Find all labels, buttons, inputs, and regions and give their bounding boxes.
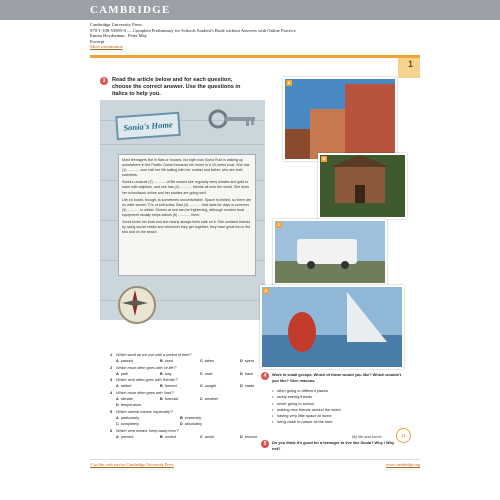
website-link[interactable]: www.cambridge.org (385, 462, 420, 467)
answer-option[interactable]: D made (240, 384, 255, 389)
article-paper (118, 154, 256, 276)
meta-publisher: Cambridge University Press (90, 22, 142, 27)
question-number: 3 (110, 378, 113, 383)
answer-option[interactable]: B extremely (180, 415, 202, 420)
photo-a (283, 77, 397, 161)
unit-number: 1 (407, 59, 413, 69)
answer-option[interactable]: A prevent (116, 434, 134, 439)
list-item: • having very little space at home (272, 413, 402, 419)
photo-b (318, 153, 407, 219)
photo-letter: A (287, 80, 291, 85)
list-item: • often going to different places (272, 388, 402, 394)
answer-option[interactable]: A passed (116, 359, 133, 364)
photo-letter: C (277, 222, 281, 227)
answer-option[interactable]: D absolutely (180, 422, 202, 427)
answer-option[interactable]: B formed (160, 384, 177, 389)
answer-option[interactable]: A climate (116, 397, 133, 402)
answer-option[interactable]: A path (116, 371, 129, 376)
question-text: Which word do we use with a period of time? (116, 353, 192, 357)
question-number: 5 (110, 409, 113, 414)
copyright-link[interactable]: © in this web service Cambridge University Press (90, 462, 174, 467)
article-body (119, 155, 255, 240)
question-number: 1 (110, 353, 113, 357)
list-item: • never going to school (272, 401, 402, 407)
brand-logo: CAMBRIDGE (90, 4, 171, 16)
answer-option[interactable]: C weather (200, 397, 219, 402)
keys-icon (206, 106, 260, 132)
page-number-badge: 11 (396, 428, 411, 443)
answer-option[interactable]: D temperature (116, 403, 142, 408)
step-number-badge: 5 (261, 440, 269, 448)
question-number: 4 (110, 390, 113, 395)
photo-letter: B (322, 156, 326, 161)
article-paragraph: Sonia loves her boat and she nearly always feels safe on it. She contacts friends by using social media and whenever they get together, they have great fun in the sea and on the beach. (122, 220, 251, 235)
header-bar (0, 0, 500, 20)
step-number-badge: 4 (261, 372, 269, 380)
list-item: • making new friends around the world (272, 407, 402, 413)
question-text: Which verb often goes with 'friends'? (116, 378, 178, 383)
article-paragraph: Most teenagers live in flats or houses, but right now Sonia Ruiz is waking up somewhere in the Pacific Ocean because her home is a 20-metre boat. She has (1) ............ over half her life sailing with her mother and father, who are both scientists. (122, 158, 250, 178)
compass-icon (118, 286, 156, 324)
question-text: Which noun often goes with 'bad'? (116, 390, 174, 395)
unit-footer-label: My life and home (352, 434, 382, 439)
footer-divider (90, 459, 420, 460)
question-number: 2 (110, 365, 113, 370)
meta-title: 978-1-108-53905-0 — Complete Preliminary for Schools Student's Book without Answers with Online Practice (90, 27, 296, 33)
answer-option[interactable]: B used (160, 359, 173, 364)
step-number-badge: 3 (100, 77, 108, 85)
article-paragraph: Sonia's unusual (2) ............ of life means she regularly sees whales and gets to swim with dolphins, and she has (3) ............ friends all over the world. She does her schoolwork online and her studies are going well. (122, 180, 250, 195)
answer-option[interactable]: B control (160, 434, 177, 439)
answer-option[interactable]: A added (116, 384, 132, 389)
answer-option[interactable]: A particularly (116, 415, 140, 420)
answer-option[interactable]: D remove (240, 434, 258, 439)
top-accent-rule (90, 55, 420, 58)
article-board (100, 100, 265, 320)
answer-option[interactable]: C avoid (200, 434, 214, 439)
answer-option[interactable]: B way (160, 371, 172, 376)
book-page (90, 55, 420, 460)
more-information-link[interactable]: More information (90, 44, 123, 50)
answer-option[interactable]: D spent (240, 359, 255, 364)
answer-option[interactable]: B forecast (160, 397, 179, 402)
answer-option[interactable]: C taken (200, 359, 215, 364)
answer-option[interactable]: C road (200, 371, 213, 376)
article-paragraph: Life on board, though, is sometimes uncomfortable. Space is limited, so there are no wide-screen TVs or soft sofas. Bad (4) ............ that lasts for days is common, (5) ............ in winter. Storms at sea can be frightening, although modern boat equipment usually helps sailors (6) ............ them. (122, 197, 252, 217)
list-item: • living close to nature all the time (272, 419, 402, 425)
exercise-5-text: Do you think it's good for a teenager to live like Sonia? Why / Why not? (272, 440, 395, 452)
question-text: Which verb means 'keep away from'? (116, 428, 179, 433)
exercise-4-text: Work in small groups. Which of these would you like? Which wouldn't you like? Give reasons. (272, 372, 402, 384)
question-text: Which adverb means 'especially'? (116, 409, 173, 414)
meta-excerpt: Excerpt (90, 38, 105, 44)
discussion-list (272, 388, 402, 426)
book-metadata (90, 22, 420, 50)
meta-authors: Emma Heyderman , Peter May (90, 33, 148, 39)
article-title: Sonia's Home (123, 119, 173, 133)
answer-option[interactable]: C caught (200, 384, 217, 389)
photo-d (260, 285, 404, 369)
question-text: Which noun often goes with 'of life'? (116, 365, 177, 370)
list-item: • rarely seeing friends (272, 394, 402, 400)
question-list (110, 352, 262, 440)
answer-option[interactable]: D track (240, 371, 253, 376)
photo-letter: D (264, 288, 268, 293)
answer-option[interactable]: C completely (116, 422, 139, 427)
article-title-sign (115, 112, 181, 140)
instruction-text: Read the article below and for each question, choose the correct answer. Use the questions in italics to help you. (112, 77, 241, 97)
question-number: 6 (110, 428, 113, 433)
photo-c (273, 219, 387, 285)
plank-line (100, 144, 265, 145)
